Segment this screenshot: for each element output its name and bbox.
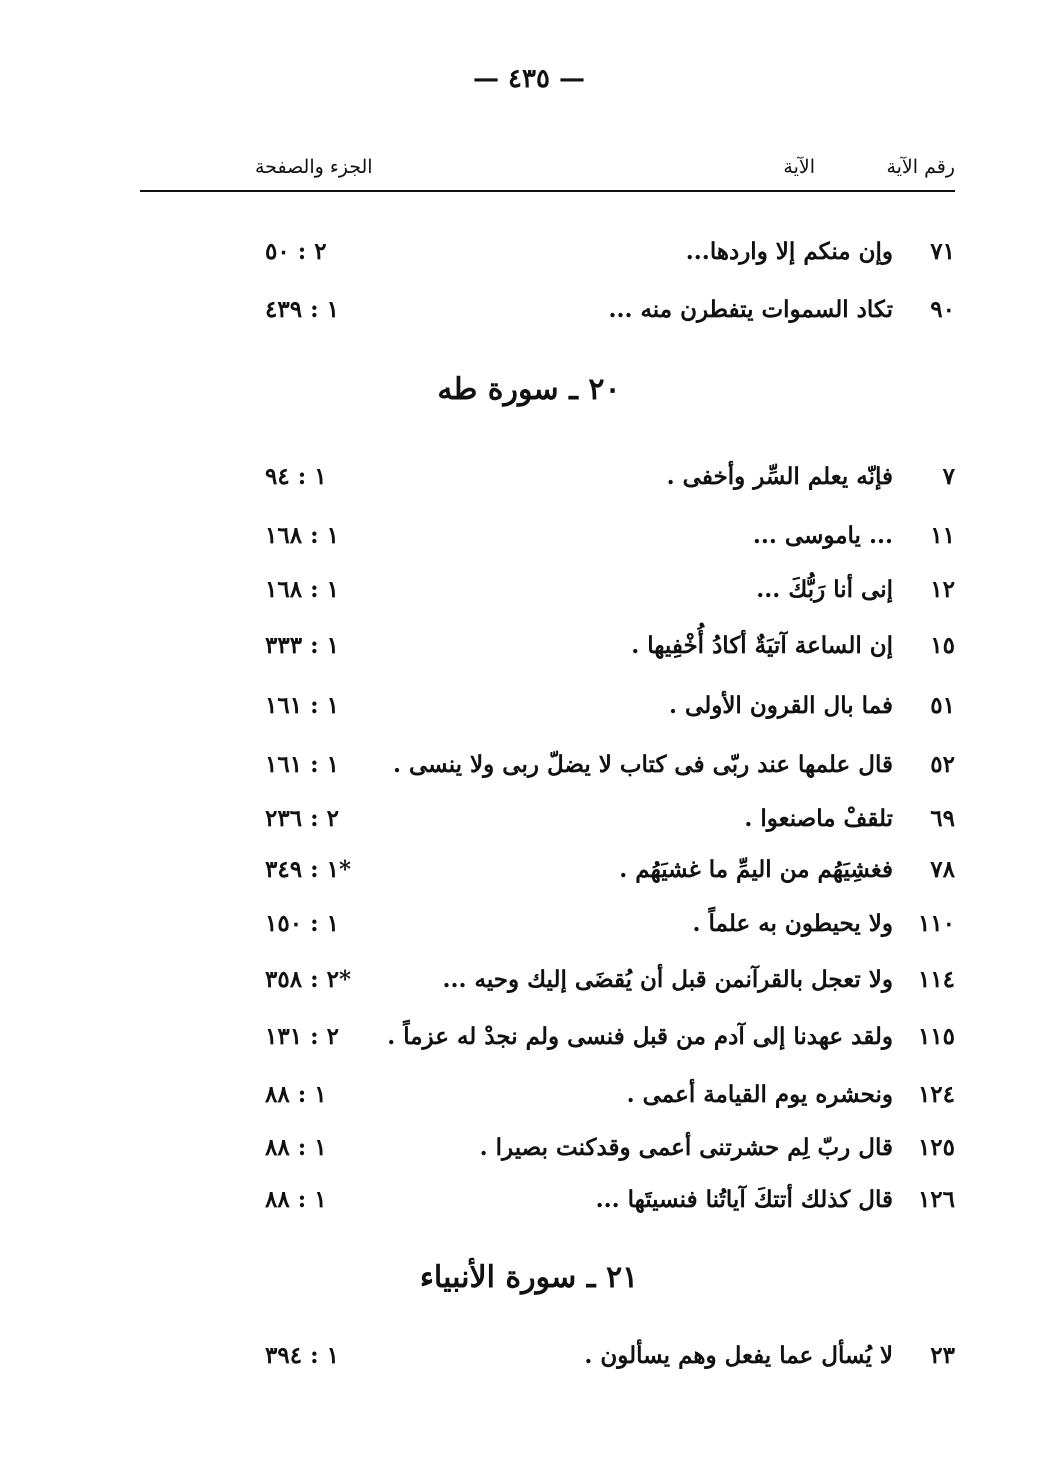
table-row [140, 692, 955, 732]
table-row [140, 856, 955, 896]
header-reference: الجزء والصفحة [255, 156, 373, 178]
surah-title: ٢١ ـ سورة الأنبياء [419, 1260, 639, 1295]
table-row [140, 751, 955, 791]
verse-text: ولا يحيطون به علماً . [692, 910, 893, 937]
verse-number: ٧ [942, 463, 955, 490]
verse-number: ٧٨ [930, 856, 955, 883]
verse-number: ١١ [930, 522, 955, 549]
verse-number: ١٥ [930, 632, 955, 659]
verse-number: ١١٥ [917, 1023, 955, 1050]
header-verse-number: رقم الآية [886, 156, 955, 178]
table-row [140, 632, 955, 672]
verse-reference: ١ : ٨٨ [265, 1186, 327, 1213]
verse-reference: ١ : ٣٣٣ [265, 632, 339, 659]
table-row [140, 1134, 955, 1174]
verse-number: ١١٠ [917, 910, 955, 937]
verse-reference: ٢ : ٢٣٦ [265, 805, 339, 832]
verse-reference: ١ : ١٦١ [265, 751, 339, 778]
verse-reference: ٢ : ٥٠ [265, 238, 327, 265]
verse-text: وإن منكم إلا واردها... [685, 238, 893, 265]
page-number: — ٤٣٥ — [472, 64, 586, 94]
verse-text: إنى أنا رَبُّكَ ... [756, 576, 893, 603]
verse-text: تلقفْ ماصنعوا . [744, 805, 893, 832]
table-row [140, 1342, 955, 1382]
verse-reference: ١ : ١٦٨ [265, 522, 339, 549]
verse-number: ٥١ [930, 692, 955, 719]
table-row [140, 296, 955, 336]
verse-reference: ١ : ١٥٠ [265, 910, 339, 937]
verse-number: ٩٠ [930, 296, 955, 323]
verse-reference: ٢ : ٣٥٨* [265, 966, 351, 993]
verse-text: لا يُسأل عما يفعل وهم يسألون . [584, 1342, 893, 1369]
table-row [140, 1081, 955, 1121]
table-row [140, 463, 955, 503]
verse-text: إن الساعة آتيَةٌ أكادُ أُخْفِيها . [631, 632, 893, 659]
verse-reference: ١ : ٣٩٤ [265, 1342, 339, 1369]
verse-text: فإنّه يعلم السِّر وأخفى . [666, 463, 893, 490]
table-row [140, 576, 955, 616]
verse-number: ٢٣ [930, 1342, 955, 1369]
verse-reference: ١ : ٨٨ [265, 1081, 327, 1108]
verse-text: تكاد السموات يتفطرن منه ... [608, 296, 893, 323]
table-row [140, 1023, 955, 1063]
verse-text: قال ربّ لِم حشرتنى أعمى وقدكنت بصيرا . [479, 1134, 893, 1161]
verse-reference: ١ : ١٦٨ [265, 576, 339, 603]
table-row [140, 805, 955, 845]
verse-text: ولا تعجل بالقرآنمن قبل أن يُقضَى إليك وحيه ... [442, 966, 893, 993]
verse-number: ١٢٦ [917, 1186, 955, 1213]
verse-text: ... ياموسى ... [752, 522, 893, 549]
verse-text: قال علمها عند ربّى فى كتاب لا يضلّ ربى ولا ينسى . [393, 751, 893, 778]
verse-reference: ١ : ٨٨ [265, 1134, 327, 1161]
verse-text: قال كذلك أتتكَ آياتُنا فنسيتَها ... [595, 1186, 893, 1213]
verse-reference: ١ : ٤٣٩ [265, 296, 339, 323]
verse-reference: ٢ : ١٣١ [265, 1023, 339, 1050]
verse-text: ولقد عهدنا إلى آدم من قبل فنسى ولم نجدْ له عزماً . [387, 1023, 893, 1050]
table-header [140, 150, 955, 192]
verse-number: ١٢ [930, 576, 955, 603]
verse-number: ١١٤ [917, 966, 955, 993]
table-row [140, 910, 955, 950]
header-verse: الآية [783, 156, 815, 178]
verse-number: ١٢٥ [917, 1134, 955, 1161]
verse-number: ٧١ [930, 238, 955, 265]
table-row [140, 966, 955, 1006]
verse-text: فما بال القرون الأولى . [669, 692, 893, 719]
verse-text: ونحشره يوم القيامة أعمى . [626, 1081, 893, 1108]
verse-number: ٥٢ [930, 751, 955, 778]
verse-reference: ١ : ٩٤ [265, 463, 327, 490]
verse-text: فغشِيَهُم من اليمِّ ما غشيَهُم . [619, 856, 893, 883]
verse-number: ١٢٤ [917, 1081, 955, 1108]
table-row [140, 238, 955, 278]
verse-number: ٦٩ [930, 805, 955, 832]
verse-reference: ١ : ٣٤٩* [265, 856, 351, 883]
table-row [140, 1186, 955, 1226]
table-row [140, 522, 955, 562]
verse-reference: ١ : ١٦١ [265, 692, 339, 719]
surah-title: ٢٠ ـ سورة طه [437, 372, 621, 407]
